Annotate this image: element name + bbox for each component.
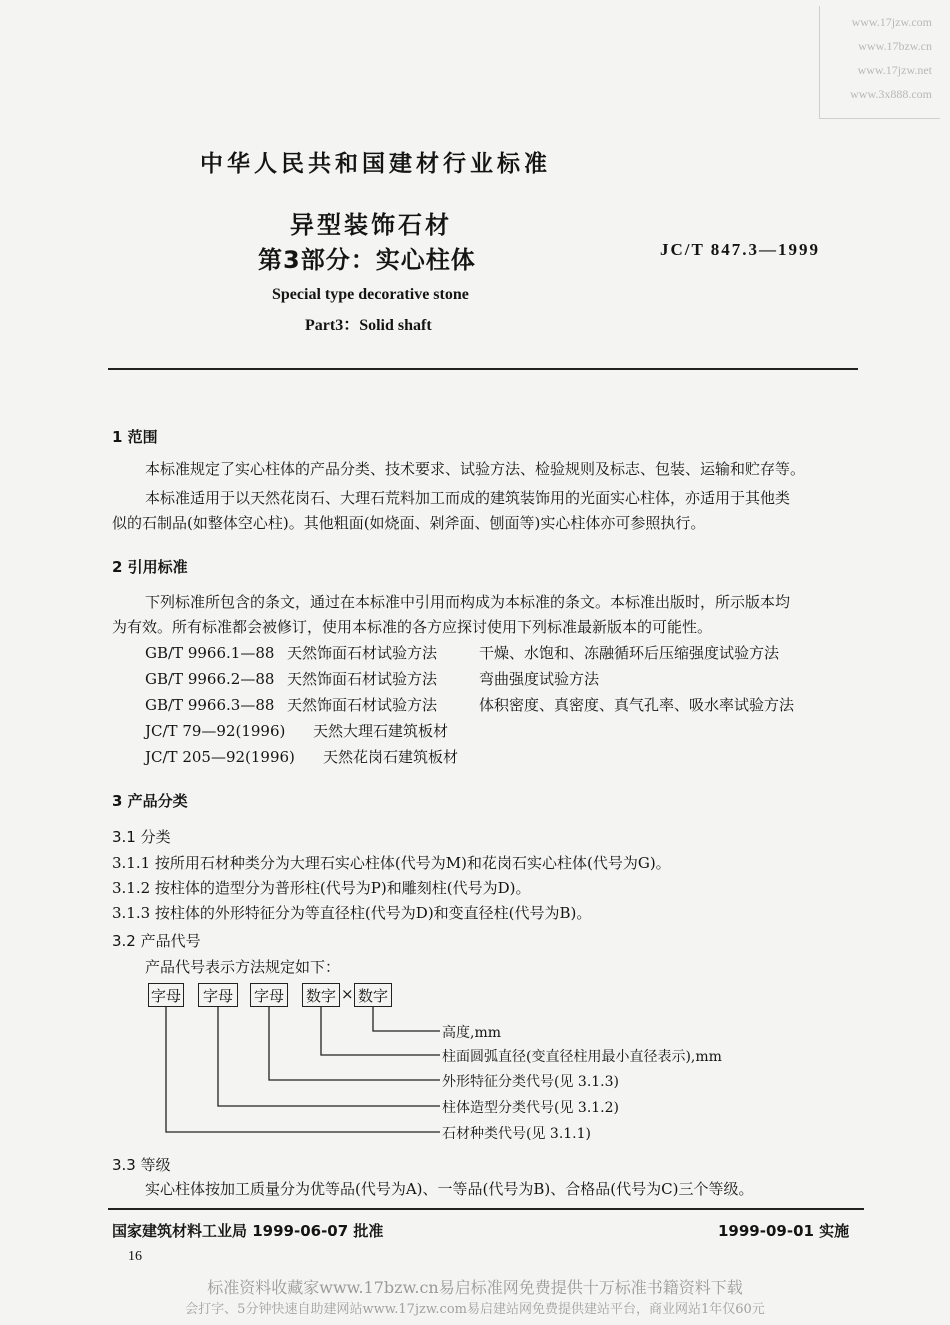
reference-name: 天然饰面石材试验方法 (287, 696, 438, 714)
code-label-stone: 石材种类代号(见 3.1.1) (442, 1126, 591, 1142)
section-2-paragraph: 为有效。所有标准都会被修订，使用本标准的各方应探讨使用下列标准最新版本的可能性。 (112, 618, 713, 636)
leader-line (373, 1007, 440, 1031)
watermark-line: www.3x888.com (850, 87, 932, 101)
clause-3-1-1: 3.1.1 按所用石材种类分为大理石实心柱体(代号为M)和花岗石实心柱体(代号为G)。 (112, 854, 671, 872)
issuing-organization: 中华人民共和国建材行业标准 (200, 151, 551, 177)
section-1-paragraph: 本标准规定了实心柱体的产品分类、技术要求、试验方法、检验规则及标志、包装、运输和贮存等。 (145, 460, 806, 478)
implementation-date: 1999-09-01 实施 (718, 1222, 850, 1240)
code-box-letter: 字母 (250, 983, 288, 1007)
subsection-heading: 3.2 产品代号 (112, 932, 201, 950)
grade-paragraph: 实心柱体按加工质量分为优等品(代号为A)、一等品(代号为B)、合格品(代号为C)三个等级。 (145, 1180, 754, 1198)
product-code-intro: 产品代号表示方法规定如下： (145, 958, 341, 976)
leader-line (269, 1007, 440, 1080)
watermark-line: www.17jzw.com (851, 15, 932, 29)
reference-desc: 弯曲强度试验方法 (479, 670, 600, 688)
document-title: 异型装饰石材 (290, 211, 452, 239)
section-1-paragraph: 本标准适用于以天然花岗石、大理石荒料加工而成的建筑装饰用的光面实心柱体，亦适用于其他类 (145, 489, 791, 507)
site-banner-line: 会打字、5分钟快速自助建网站www.17jzw.com易启建站网免费提供建站平台，商业网站1年仅60元 (185, 1302, 765, 1317)
code-box-number: 数字 (302, 983, 340, 1007)
code-box-number: 数字 (354, 983, 392, 1007)
reference-desc: 干燥、水饱和、冻融循环后压缩强度试验方法 (479, 644, 780, 662)
reference-code: GB/T 9966.3—88 (145, 696, 275, 714)
section-2-paragraph: 下列标准所包含的条文，通过在本标准中引用而构成为本标准的条文。本标准出版时，所示版本均 (145, 593, 791, 611)
reference-code: GB/T 9966.2—88 (145, 670, 275, 688)
reference-name: 天然花岗石建筑板材 (323, 748, 459, 766)
clause-3-1-3: 3.1.3 按柱体的外形特征分为等直径柱(代号为D)和变直径柱(代号为B)。 (112, 904, 592, 922)
document-subtitle: 第3部分：实心柱体 (258, 246, 476, 274)
subsection-heading: 3.1 分类 (112, 828, 171, 846)
code-box-letter: 字母 (198, 983, 238, 1007)
standard-code: JC/T 847.3—1999 (660, 240, 821, 259)
section-1-heading: 1 范围 (112, 428, 158, 446)
code-label-style: 柱体造型分类代号(见 3.1.2) (442, 1100, 619, 1116)
code-label-shape: 外形特征分类代号(见 3.1.3) (442, 1074, 619, 1090)
leader-line (166, 1007, 440, 1132)
section-3-heading: 3 产品分类 (112, 792, 188, 810)
reference-code: JC/T 205—92(1996) (145, 748, 295, 766)
code-label-height: 高度,mm (442, 1025, 502, 1041)
page-number: 16 (128, 1249, 142, 1264)
code-box-letter: 字母 (148, 983, 184, 1007)
footer-divider (108, 1208, 864, 1210)
reference-name: 天然大理石建筑板材 (313, 722, 449, 740)
code-label-diameter: 柱面圆弧直径(变直径柱用最小直径表示),mm (442, 1049, 722, 1065)
reference-code: JC/T 79—92(1996) (145, 722, 286, 740)
watermark-line: www.17bzw.cn (858, 39, 932, 53)
section-1-paragraph: 似的石制品(如整体空心柱)。其他粗面(如烧面、剁斧面、刨面等)实心柱体亦可参照执行。 (112, 514, 706, 532)
english-title: Special type decorative stone (272, 286, 469, 303)
reference-code: GB/T 9966.1—88 (145, 644, 275, 662)
section-2-heading: 2 引用标准 (112, 558, 188, 576)
reference-name: 天然饰面石材试验方法 (287, 644, 438, 662)
english-subtitle: Part3：Solid shaft (305, 317, 432, 334)
subsection-heading: 3.3 等级 (112, 1156, 171, 1174)
site-banner-line: 标准资料收藏家www.17bzw.cn易启标准网免费提供十万标准书籍资料下载 (207, 1278, 743, 1297)
clause-3-1-2: 3.1.2 按柱体的造型分为普形柱(代号为P)和雕刻柱(代号为D)。 (112, 879, 531, 897)
reference-name: 天然饰面石材试验方法 (287, 670, 438, 688)
approval-date: 国家建筑材料工业局 1999-06-07 批准 (112, 1222, 384, 1240)
multiply-sign: × (341, 985, 354, 1003)
watermark-line: www.17jzw.net (857, 63, 932, 77)
leader-line (218, 1007, 440, 1106)
reference-desc: 体积密度、真密度、真气孔率、吸水率试验方法 (479, 696, 795, 714)
